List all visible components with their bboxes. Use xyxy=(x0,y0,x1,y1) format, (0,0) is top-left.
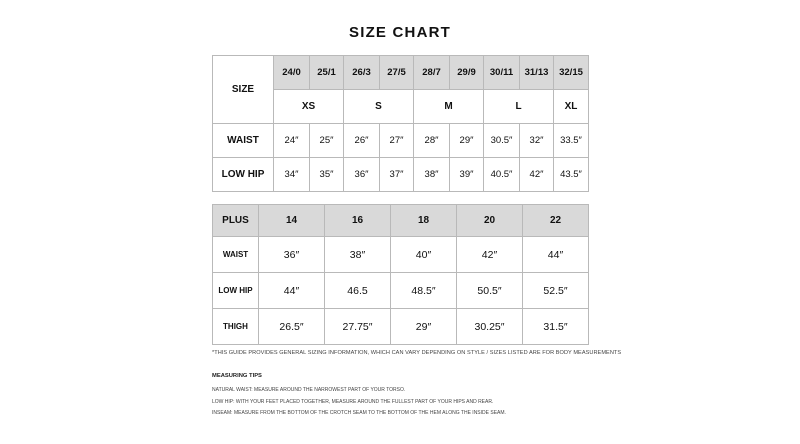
plus-size-table xyxy=(212,204,589,345)
value-cell: 37″ xyxy=(380,158,414,192)
measuring-tip: INSEAM: MEASURE FROM THE BOTTOM OF THE CROTCH SEAM TO THE BOTTOM OF THE HEM ALONG THE INSIDE SEAM. xyxy=(212,410,506,416)
value-cell: 42″ xyxy=(457,237,523,273)
value-cell: 42″ xyxy=(520,158,554,192)
value-cell: 38″ xyxy=(325,237,391,273)
plus-size-cell: 14 xyxy=(259,205,325,237)
value-cell: 30.5″ xyxy=(484,124,520,158)
value-cell: 36″ xyxy=(259,237,325,273)
row-label: WAIST xyxy=(213,124,274,158)
letter-size-cell: XL xyxy=(554,90,589,124)
value-cell: 46.5 xyxy=(325,273,391,309)
value-cell: 40″ xyxy=(391,237,457,273)
plus-size-cell: 18 xyxy=(391,205,457,237)
plus-low-hip-row xyxy=(213,273,589,309)
row-label: LOW HIP xyxy=(213,158,274,192)
waist-row xyxy=(213,124,589,158)
value-cell: 44″ xyxy=(523,237,589,273)
plus-header-row xyxy=(213,205,589,237)
value-cell: 27.75″ xyxy=(325,309,391,345)
page-title: SIZE CHART xyxy=(349,24,451,41)
row-label: LOW HIP xyxy=(213,273,259,309)
value-cell: 33.5″ xyxy=(554,124,589,158)
value-cell: 26.5″ xyxy=(259,309,325,345)
numeric-size-cell: 27/5 xyxy=(380,56,414,90)
row-label: THIGH xyxy=(213,309,259,345)
regular-size-table xyxy=(212,55,589,192)
sizing-disclaimer: *THIS GUIDE PROVIDES GENERAL SIZING INFORMATION, WHICH CAN VARY DEPENDING ON STYLE / SIZES LISTED ARE FOR BODY MEASUREMENTS xyxy=(212,350,622,356)
value-cell: 26″ xyxy=(344,124,380,158)
letter-size-cell: XS xyxy=(274,90,344,124)
value-cell: 48.5″ xyxy=(391,273,457,309)
value-cell: 25″ xyxy=(310,124,344,158)
plus-size-cell: 22 xyxy=(523,205,589,237)
value-cell: 50.5″ xyxy=(457,273,523,309)
numeric-size-cell: 24/0 xyxy=(274,56,310,90)
plus-size-cell: 20 xyxy=(457,205,523,237)
measuring-tip: LOW HIP: WITH YOUR FEET PLACED TOGETHER, MEASURE AROUND THE FULLEST PART OF YOUR HIPS AND REAR. xyxy=(212,399,494,405)
plus-waist-row xyxy=(213,237,589,273)
value-cell: 32″ xyxy=(520,124,554,158)
plus-label: PLUS xyxy=(213,205,259,237)
value-cell: 52.5″ xyxy=(523,273,589,309)
value-cell: 29″ xyxy=(450,124,484,158)
value-cell: 40.5″ xyxy=(484,158,520,192)
numeric-size-cell: 32/15 xyxy=(554,56,589,90)
plus-size-cell: 16 xyxy=(325,205,391,237)
value-cell: 34″ xyxy=(274,158,310,192)
row-label: WAIST xyxy=(213,237,259,273)
numeric-size-cell: 29/9 xyxy=(450,56,484,90)
numeric-size-cell: 31/13 xyxy=(520,56,554,90)
value-cell: 35″ xyxy=(310,158,344,192)
numeric-size-cell: 25/1 xyxy=(310,56,344,90)
letter-size-cell: L xyxy=(484,90,554,124)
value-cell: 44″ xyxy=(259,273,325,309)
value-cell: 27″ xyxy=(380,124,414,158)
value-cell: 38″ xyxy=(414,158,450,192)
numeric-size-cell: 30/11 xyxy=(484,56,520,90)
value-cell: 24″ xyxy=(274,124,310,158)
low-hip-row xyxy=(213,158,589,192)
measuring-tips-title: MEASURING TIPS xyxy=(212,373,262,379)
value-cell: 36″ xyxy=(344,158,380,192)
value-cell: 43.5″ xyxy=(554,158,589,192)
value-cell: 28″ xyxy=(414,124,450,158)
numeric-size-row xyxy=(213,56,589,90)
value-cell: 31.5″ xyxy=(523,309,589,345)
plus-thigh-row xyxy=(213,309,589,345)
value-cell: 30.25″ xyxy=(457,309,523,345)
value-cell: 39″ xyxy=(450,158,484,192)
letter-size-cell: S xyxy=(344,90,414,124)
measuring-tip: NATURAL WAIST: MEASURE AROUND THE NARROWEST PART OF YOUR TORSO. xyxy=(212,387,406,393)
numeric-size-cell: 26/3 xyxy=(344,56,380,90)
numeric-size-cell: 28/7 xyxy=(414,56,450,90)
size-label: SIZE xyxy=(213,56,274,124)
letter-size-cell: M xyxy=(414,90,484,124)
value-cell: 29″ xyxy=(391,309,457,345)
